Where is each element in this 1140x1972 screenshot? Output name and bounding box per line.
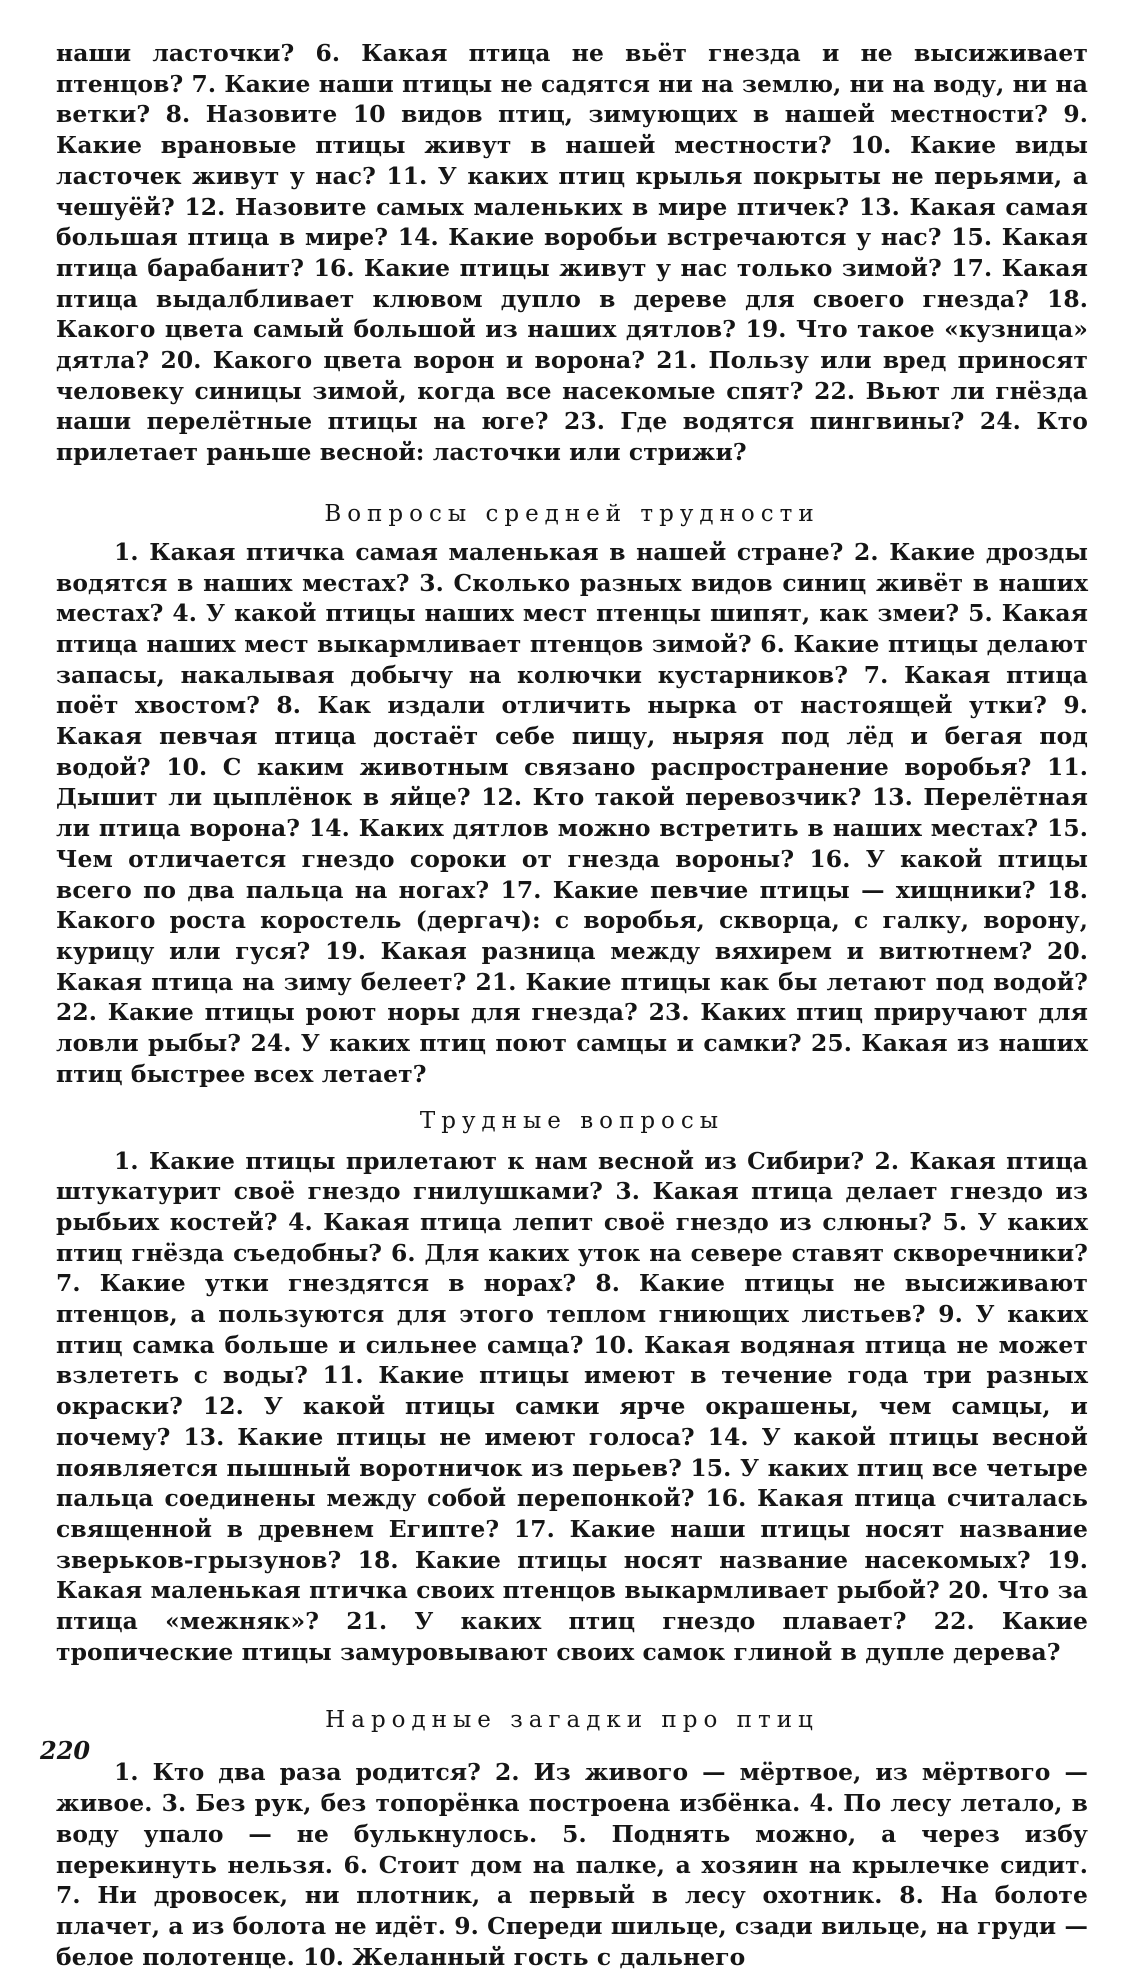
folk-riddles-paragraph: 1. Кто два раза родится? 2. Из живого — мёртвое, из мёртвого — живое. 3. Без рук, без топорёнка построена избёнка. 4. По лесу летало, в воду упало — не булькнулось. 5. Поднять можно, а через избу перекинуть нельзя. 6. Стоит дом на палке, а хозяин на крылечке сидит. 7. Ни дровосек, ни плотник, а первый в лесу охотник. 8. На болоте плачет, а из болота не идёт. 9. Спереди шильце, сзади вильце, на груди — белое полотенце. 10. Желанный гость с дальнего — [56, 1758, 1088, 1971]
section-heading-medium-questions: Вопросы средней трудности — [324, 500, 820, 527]
section-heading-hard-questions: Трудные вопросы — [419, 1107, 725, 1134]
hard-questions-paragraph: 1. Какие птицы прилетают к нам весной из Сибири? 2. Какая птица штукатурит своё гнездо гнилушками? 3. Какая птица делает гнездо из рыбьих костей? 4. Какая птица лепит своё гнездо из слюны? 5. У каких птиц гнёзда съедобны? 6. Для каких уток на севере ставят скворечники? 7. Какие утки гнездятся в норах? 8. Какие птицы не высиживают птенцов, а пользуются для этого теплом гниющих листьев? 9. У каких птиц самка больше и сильнее самца? 10. Какая водяная птица не может взлететь с воды? 11. Какие птицы имеют в течение года три разных окраски? 12. У какой птицы самки ярче окрашены, чем самцы, и почему? 13. Какие птицы не имеют голоса? 14. У какой птицы весной появляется пышный воротничок из перьев? 15. У каких птиц все четыре пальца соединены между собой перепонкой? 16. Какая птица считалась священной в древнем Египте? 17. Какие наши птицы носят название зверьков-грызунов? 18. Какие птицы носят название насекомых? 19. Какая маленькая птичка своих птенцов выкармливает рыбой? 20. Что за птица «межняк»? 21. У каких птиц гнездо плавает? 22. Какие тропические птицы замуровывают своих самок глиной в дупле дерева? — [56, 1146, 1088, 1666]
section-heading-folk-riddles: Народные загадки про птиц — [325, 1707, 819, 1734]
page-content — [56, 38, 1088, 1972]
intro-paragraph: наши ласточки? 6. Какая птица не вьёт гнезда и не высиживает птенцов? 7. Какие наши птицы не садятся ни на землю, ни на воду, ни на ветки? 8. Назовите 10 видов птиц, зимующих в нашей местности? 9. Какие врановые птицы живут в нашей местности? 10. Какие виды ласточек живут у нас? 11. У каких птиц крылья покрыты не перьями, а чешуёй? 12. Назовите самых маленьких в мире птичек? 13. Какая самая большая птица в мире? 14. Какие воробьи встречаются у нас? 15. Какая птица барабанит? 16. Какие птицы живут у нас только зимой? 17. Какая птица выдалбливает клювом дупло в дереве для своего гнезда? 18. Какого цвета самый большой из наших дятлов? 19. Что такое «кузница» дятла? 20. Какого цвета ворон и ворона? 21. Пользу или вред приносят человеку синицы зимой, когда все насекомые спят? 22. Вьют ли гнёзда наши перелётные птицы на юге? 23. Где водятся пингвины? 24. Кто прилетает раньше весной: ласточки или стрижи? — [56, 39, 1088, 467]
medium-questions-paragraph: 1. Какая птичка самая маленькая в нашей стране? 2. Какие дрозды водятся в наших местах? 3. Сколько разных видов синиц живёт в наших местах? 4. У какой птицы наших мест птенцы шипят, как змеи? 5. Какая птица наших мест выкармливает птенцов зимой? 6. Какие птицы делают запасы, накалывая добычу на колючки кустарников? 7. Какая птица поёт хвостом? 8. Как издали отличить нырка от настоящей утки? 9. Какая певчая птица достаёт себе пищу, ныряя под лёд и бегая под водой? 10. С каким животным связано распространение воробья? 11. Дышит ли цыплёнок в яйце? 12. Кто такой перевозчик? 13. Перелётная ли птица ворона? 14. Каких дятлов можно встретить в наших местах? 15. Чем отличается гнездо сороки от гнезда вороны? 16. У какой птицы всего по два пальца на ногах? 17. Какие певчие птицы — хищники? 18. Какого роста коростель (дергач): с воробья, скворца, с галку, ворону, курицу или гуся? 19. Какая разница между вяхирем и витютнем? 20. Какая птица на зиму белеет? 21. Какие птицы как бы летают под водой? 22. Какие птицы роют норы для гнезда? 23. Каких птиц приручают для ловли рыбы? 24. У каких птиц поют самцы и самки? 25. Какая из наших птиц быстрее всех летает? — [56, 537, 1088, 1088]
page-number: 220 — [40, 1736, 91, 1765]
